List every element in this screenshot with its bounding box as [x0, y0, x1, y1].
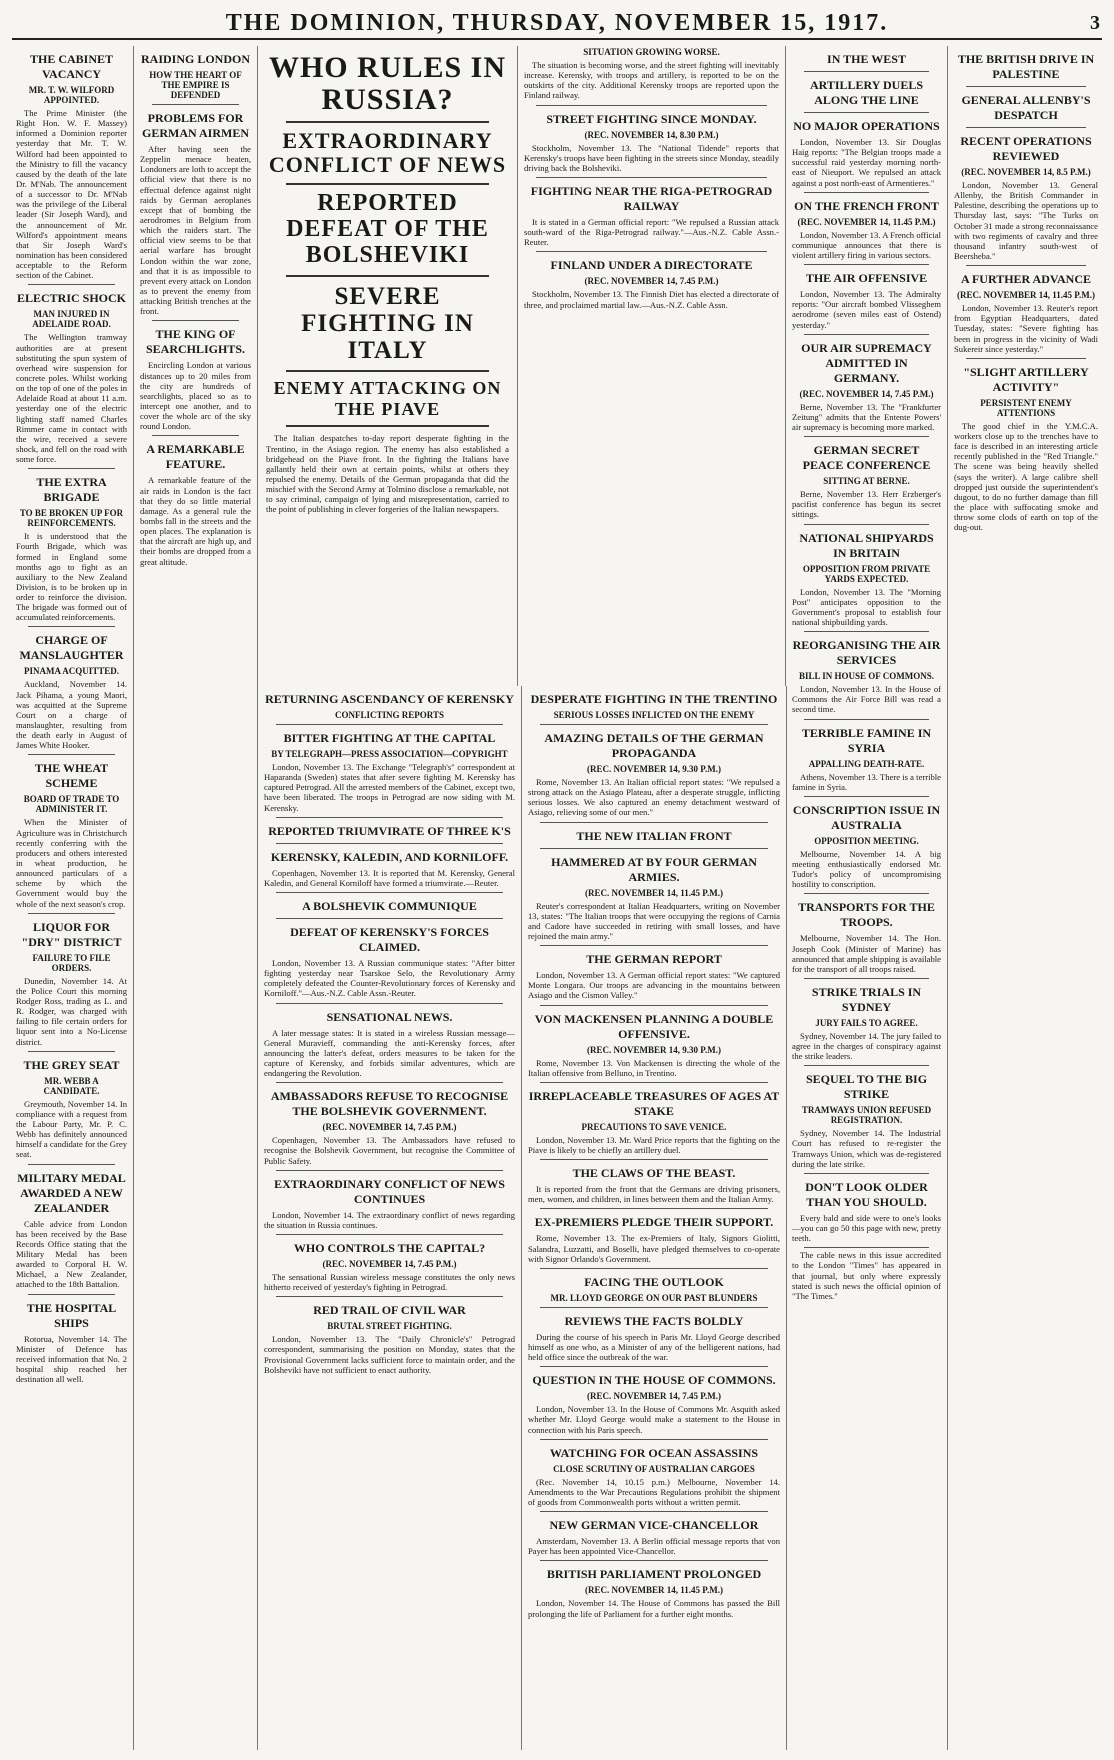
column-rule: [540, 848, 768, 849]
article-subheadline: BOARD OF TRADE TO ADMINISTER IT.: [23, 794, 120, 815]
column-rule: [804, 893, 929, 894]
article-body: London, November 13. Sir Douglas Haig reports: "The Belgian troops made a successful raid yesterday morning north-east of Nieuport. We repulsed an attack against a post north-east of Armentieres.": [792, 137, 941, 188]
article-body: The Prime Minister (the Right Hon. W. F. Massey) informed a Dominion reporter yesterday that Mr. T. W. Wilford had been appointed to the Ministry to fill the vacancy caused by the death of the late Dr. M'Nab. The announcement of a successor to Dr. M'Nab was the privilege of the Liberal leader (Sir Joseph Ward), and the announcement of Mr. Wilford's appointment means that Sir Joseph Ward's nomination has been considered acceptable to the Reform section of the Cabinet.: [16, 108, 127, 281]
article-subheadline: (REC. NOVEMBER 14, 8.5 P.M.): [961, 167, 1091, 177]
article-headline: FACING THE OUTLOOK: [584, 1274, 724, 1289]
article-subheadline: PINAMA ACQUITTED.: [23, 666, 119, 677]
column-rule: [152, 320, 239, 321]
article-headline: PROBLEMS FOR GERMAN AIRMEN: [142, 111, 249, 140]
article-subheadline: SITUATION GROWING WORSE.: [583, 47, 720, 57]
column-rule: [540, 1366, 768, 1367]
article-headline: TERRIBLE FAMINE IN SYRIA: [801, 725, 932, 755]
article-body: London, November 13. The Exchange "Telegraph's" correspondent at Haparanda (Sweden) states that after severe fighting M. Kerensky has captured Petrograd. All the arrested members of the Cabinet, except two, have been liberated. The troops in Petrograd are now siding with M. Kerensky.: [264, 762, 515, 813]
article-headline: DON'T LOOK OLDER THAN YOU SHOULD.: [805, 1179, 928, 1209]
article-headline: GENERAL ALLENBY'S DESPATCH: [961, 93, 1091, 122]
article-body: London, November 13. A Russian communique states: "After bitter fighting yesterday near Tsarskoe Selo, the Revolutionary Army completely defeated the Counter-Revolutionary forces of Kerensky and Korniloff."—Aus.-N.Z. Cable Assn.-Reuter.: [264, 957, 515, 999]
lower-news-block: [258, 686, 787, 1750]
article-headline: NEW GERMAN VICE-CHANCELLOR: [549, 1518, 759, 1533]
column-rule: [804, 334, 929, 335]
article-headline: EXTRAORDINARY CONFLICT OF NEWS CONTINUES: [274, 1176, 505, 1206]
article-headline: THE WHEAT SCHEME: [34, 761, 109, 791]
article-body: Dunedin, November 14. At the Police Court this morning Rodger Ross, trading as L. and R. Rodger, was charged with failing to file certain orders for liquor sent into a No-License district.: [16, 975, 127, 1047]
column-rule: [152, 435, 239, 436]
article-subheadline: (REC. NOVEMBER 14, 9.30 P.M.): [587, 1044, 721, 1055]
column-rule: [966, 127, 1086, 128]
lead-summary-text: The Italian despatches to-day report desperate fighting in the Trentino, in the Asiago region. The enemy has also established a bridgehead on the Piave front. In the fighting the Italians have gallantly held their own at certain points, whilst at others they repulsed the enemy. Details of the German propaganda that did the mischief with the Second Army at Tolmino disclose a remarkable, not to say criminal, campaign of lying and misrepresentation, carried to the point of publishing in clever forgeries of the Italian newspapers.: [266, 433, 509, 515]
column-rule: [28, 1164, 115, 1165]
article-body: (Rec. November 14, 10.15 p.m.) Melbourne, November 14. Amendments to the War Precautions Regulations prohibit the shipment of goods from Commonwealth ports without a written permit.: [528, 1476, 780, 1507]
column-rule: [276, 918, 503, 919]
article-body: London, November 13. The "Morning Post" anticipates opposition to the Government's proposal to establish four national shipbuilding yards.: [792, 586, 941, 627]
article-headline: CONSCRIPTION ISSUE IN AUSTRALIA: [792, 802, 941, 832]
article-subheadline: SITTING AT BERNE.: [823, 476, 910, 487]
article-headline: A FURTHER ADVANCE: [960, 272, 1092, 287]
column-rule: [28, 913, 115, 914]
article-body: London, November 14. The House of Commons has passed the Bill prolonging the life of Parliament for a further eight months.: [528, 1598, 780, 1619]
masthead: [12, 8, 1102, 40]
article-headline: OUR AIR SUPREMACY ADMITTED IN GERMANY.: [801, 340, 932, 385]
column-rule: [28, 626, 115, 627]
article-body: The sensational Russian wireless message constitutes the only news hitherto received of yesterday's fighting in Petrograd.: [264, 1271, 515, 1293]
article-subheadline: SERIOUS LOSSES INFLICTED ON THE ENEMY: [553, 710, 755, 720]
column-6: [948, 46, 1104, 1750]
article-subheadline: CLOSE SCRUTINY OF AUSTRALIAN CARGOES: [553, 1463, 755, 1474]
article-body: A later message states: It is stated in a wireless Russian message—General Muravieff, commanding the anti-Kerensky forces, after announcing the latter's defeat, orders measures to be taken for the capture of Kerensky, and forbids similar adventures, which are endangering the Revolution.: [264, 1027, 515, 1079]
article-subheadline: MR. WEBB A CANDIDATE.: [43, 1075, 100, 1096]
article-headline: DESPERATE FIGHTING IN THE TRENTINO: [530, 692, 778, 706]
article-headline: THE CLAWS OF THE BEAST.: [572, 1166, 736, 1181]
article-headline: THE GERMAN REPORT: [586, 952, 722, 967]
column-rule: [276, 1234, 503, 1235]
article-body: Cable advice from London has been received by the Base Records Office stating that the Military Medal has been awarded to Corporal H. W. Michael, a New Zealander, attached to the 18th Battalion.: [16, 1218, 127, 1290]
article-subheadline: OPPOSITION FROM PRIVATE YARDS EXPECTED.: [802, 563, 931, 584]
article-subheadline: BY TELEGRAPH—PRESS ASSOCIATION—COPYRIGHT: [271, 749, 508, 759]
article-headline: FINLAND UNDER A DIRECTORATE: [550, 258, 753, 273]
article-headline: TRANSPORTS FOR THE TROOPS.: [798, 900, 935, 930]
article-subheadline: JURY FAILS TO AGREE.: [815, 1017, 918, 1028]
article-subheadline: TRAMWAYS UNION REFUSED REGISTRATION.: [801, 1105, 932, 1126]
headline-who-rules-russia: WHO RULES IN RUSSIA?: [268, 51, 507, 116]
article-headline: "SLIGHT ARTILLERY ACTIVITY": [963, 364, 1089, 394]
article-body: Berne, November 13. Herr Erzberger's pacifist conference has begun its secret sittings.: [792, 489, 941, 520]
article-body: It is understood that the Fourth Brigade, which was formed in England some months ago to fight as an auxiliary to the New Zealand Division, is to be broken up in order to reinforce the division. The brigade was formed out of accumulated reinforcements.: [16, 531, 127, 623]
column-rule: [804, 1173, 929, 1174]
article-body: Encircling London at various distances up to 20 miles from the city are hundreds of searchlights, placed so as to intercept one another, and to cover the whole arc of the sky round London.: [140, 360, 251, 432]
article-headline: THE CABINET VACANCY: [29, 52, 114, 81]
column-rule: [536, 105, 767, 106]
article-body: The cable news in this issue accredited to the London "Times" has appeared in that journal, but only where expressly stated is such news the official opinion of "The Times.": [792, 1250, 941, 1301]
article-subheadline: APPALLING DEATH-RATE.: [808, 758, 925, 769]
article-body: The good chief in the Y.M.C.A. workers close up to the trenches have to face is described in an interesting article recently published in the "Red Triangle." The scene was being heavily shelled (says the writer). A large calibre shell dropped just outside the superintendent's dugout, to do no further damage than fill the place with suffocating smoke and throw some clods of earth on top of the dug-out.: [954, 420, 1098, 533]
article-body: A remarkable feature of the air raids in London is the fact that they do so little material damage. As a general rule the bombs fall in the streets and the open places. The explanation is that the aircraft are high up, and their bombs are dropped from a great altitude.: [140, 475, 251, 567]
article-subheadline: (REC. NOVEMBER 14, 11.45 P.M.): [957, 290, 1095, 301]
article-body: Stockholm, November 13. The Finnish Diet has elected a directorate of three, and proclaimed martial law.—Aus.-N.Z. Cable Assn.: [524, 289, 779, 310]
column-rule: [540, 1268, 768, 1269]
article-headline: THE GREY SEAT: [23, 1057, 120, 1072]
article-headline: THE BRITISH DRIVE IN PALESTINE: [957, 52, 1095, 81]
column-rule: [804, 1247, 929, 1248]
article-subheadline: TO BE BROKEN UP FOR REINFORCEMENTS.: [19, 508, 124, 529]
article-headline: RAIDING LONDON: [140, 52, 250, 66]
article-headline: THE EXTRA BRIGADE: [36, 475, 107, 505]
article-subheadline: (REC. NOVEMBER 14, 7.45 P.M.): [587, 1391, 721, 1402]
article-body: London, November 13. In the House of Commons the Air Force Bill was read a second time.: [792, 684, 941, 715]
column-rule: [804, 631, 929, 632]
column-rule: [966, 265, 1086, 266]
article-headline: CHARGE OF MANSLAUGHTER: [19, 633, 124, 663]
article-headline: THE NEW ITALIAN FRONT: [576, 828, 732, 843]
article-headline: WHO CONTROLS THE CAPITAL?: [293, 1240, 486, 1255]
column-2: [134, 46, 258, 1750]
article-body: Melbourne, November 14. A big meeting enthusiastically endorsed Mr. Tudor's policy of uncompromising hostility to conscription.: [792, 848, 941, 890]
column-rule: [28, 468, 115, 469]
article-headline: NO MAJOR OPERATIONS: [793, 119, 940, 133]
article-headline: SENSATIONAL NEWS.: [326, 1009, 453, 1024]
article-body: After having seen the Zeppelin menace beaten, Londoners are loth to accept the official view that there is no effectual defence against night raids by German aeroplanes except that of bombing the aerodromes in Belgium from which the raiders start. The official view seems to be that aerial warfare has brought London within the war zone, and that it is as impossible to prevent every attack on London as to prevent the enemy from attacking British trenches at the front.: [140, 144, 251, 317]
column-russia-reports: [518, 46, 786, 686]
article-body: London, November 13. Reuter's report from Egyptian Headquarters, dated Tuesday, states: "Severe fighting has been in progress in the vicinity of Wadi Sukereir since yesterday.": [954, 303, 1098, 354]
article-headline: ARTILLERY DUELS ALONG THE LINE: [809, 78, 924, 107]
article-body: Auckland, November 14. Jack Pihama, a young Maori, was acquitted at the Supreme Court on a charge of manslaughter, resulting from the death early in August of James White Hooker.: [16, 679, 127, 751]
column-rule: [804, 112, 929, 113]
article-headline: KERENSKY, KALEDIN, AND KORNILOFF.: [270, 849, 509, 864]
article-body: Copenhagen, November 13. It is reported that M. Kerensky, General Kaledin, and General Korniloff have formed a triumvirate.—Reuter.: [264, 867, 515, 888]
article-headline: QUESTION IN THE HOUSE OF COMMONS.: [532, 1373, 776, 1388]
article-body: Athens, November 13. There is a terrible famine in Syria.: [792, 771, 941, 792]
headline-enemy-attacking-piave: ENEMY ATTACKING ON THE PIAVE: [273, 378, 502, 419]
article-subheadline: PRECAUTIONS TO SAVE VENICE.: [581, 1121, 727, 1132]
column-rule: [804, 1065, 929, 1066]
article-headline: REPORTED TRIUMVIRATE OF THREE K'S: [268, 823, 511, 838]
article-body: Sydney, November 14. The jury failed to agree in the charges of conspiracy against the strike leaders.: [792, 1030, 941, 1062]
headline-conflict-of-news: EXTRAORDINARY CONFLICT OF NEWS: [268, 128, 507, 178]
article-headline: DEFEAT OF KERENSKY'S FORCES CLAIMED.: [290, 924, 489, 954]
column-rule: [804, 436, 929, 437]
article-headline: THE KING OF SEARCHLIGHTS.: [145, 327, 246, 357]
article-headline: HAMMERED AT BY FOUR GERMAN ARMIES.: [551, 854, 757, 884]
column-rule: [540, 1560, 768, 1561]
column-rule: [804, 192, 929, 193]
article-subheadline: FAILURE TO FILE ORDERS.: [32, 952, 111, 973]
article-subheadline: MR. T. W. WILFORD APPOINTED.: [28, 85, 115, 105]
column-rule: [540, 1307, 768, 1308]
column-rule: [540, 1511, 768, 1512]
column-rule: [276, 817, 503, 818]
article-body: Rotorua, November 14. The Minister of Defence has received information that No. 2 hospital ship reached her destination all well.: [16, 1333, 127, 1385]
column-5: [786, 46, 948, 1750]
article-body: It is stated in a German official report: "We repulsed a Russian attack south-ward of the Riga-Petrograd railway."—Aus.-N.Z. Cable Assn.-Reuter.: [524, 216, 779, 248]
article-body: Berne, November 13. The "Frankfurter Zeitung" admits that the Entente Powers' air supremacy is becoming more marked.: [792, 401, 941, 432]
column-rule: [804, 719, 929, 720]
article-headline: REORGANISING THE AIR SERVICES: [792, 638, 941, 668]
column-rule: [276, 1082, 503, 1083]
article-body: It is reported from the front that the Germans are driving prisoners, men, women, and children, in lines between them and the Italian Army.: [528, 1184, 780, 1205]
article-headline: A REMARKABLE FEATURE.: [146, 442, 245, 472]
article-body: Melbourne, November 14. The Hon. Joseph Cook (Minister of Marine) has announced that ample shipping is available for the transport of all troops raised.: [792, 933, 941, 974]
article-subheadline: (REC. NOVEMBER 14, 11.45 P.M.): [585, 887, 723, 898]
article-body: Greymouth, November 14. In compliance with a request from the Labour Party, Mr. P. C. Webb has definitely announced himself a candidate for the Grey seat.: [16, 1098, 127, 1160]
article-headline: FIGHTING NEAR THE RIGA-PETROGRAD RAILWAY: [530, 183, 773, 213]
article-body: London, November 13. In the House of Commons Mr. Asquith asked whether Mr. Lloyd George would make a statement to the House in connection with his Paris speech.: [528, 1404, 780, 1435]
article-headline: AMBASSADORS REFUSE TO RECOGNISE THE BOLSHEVIK GOVERNMENT.: [270, 1089, 509, 1119]
column-rule: [536, 251, 767, 252]
column-rule: [28, 1051, 115, 1052]
column-rule: [276, 1170, 503, 1171]
column-rule: [276, 843, 503, 844]
article-subheadline: (REC. NOVEMBER 14, 11.45 P.M.): [585, 1585, 723, 1596]
column-rule: [276, 1296, 503, 1297]
article-headline: SEQUEL TO THE BIG STRIKE: [805, 1072, 928, 1102]
center-lead-story: [258, 46, 518, 686]
article-headline: AMAZING DETAILS OF THE GERMAN PROPAGANDA: [544, 731, 764, 760]
article-subheadline: BILL IN HOUSE OF COMMONS.: [799, 671, 934, 682]
column-rule: [540, 1208, 768, 1209]
article-body: London, November 13. The Admiralty reports: "Our aircraft bombed Vlisseghem aerodrome (seven miles east of Ostend) yesterday.": [792, 289, 941, 330]
article-body: London, November 13. A French official communique announces that there is violent artillery firing in various sectors.: [792, 229, 941, 260]
article-headline: MILITARY MEDAL AWARDED A NEW ZEALANDER: [17, 1170, 126, 1215]
column-rule: [28, 754, 115, 755]
column-italy-lower: [522, 686, 786, 1750]
article-headline: STREET FIGHTING SINCE MONDAY.: [546, 111, 757, 126]
column-rule: [540, 1439, 768, 1440]
article-subheadline: HOW THE HEART OF THE EMPIRE IS DEFENDED: [149, 70, 242, 100]
article-body: Amsterdam, November 13. A Berlin official message reports that von Payer has been appointed Vice-Chancellor.: [528, 1536, 780, 1557]
divider: [286, 425, 489, 427]
article-headline: A BOLSHEVIK COMMUNIQUE: [302, 898, 477, 913]
column-rule: [540, 724, 768, 725]
article-subheadline: PERSISTENT ENEMY ATTENTIONS: [980, 397, 1072, 418]
article-headline: BRITISH PARLIAMENT PROLONGED: [546, 1567, 762, 1582]
article-body: London, November 13. A German official report states: "We captured Monte Longara. Our troops are advancing in the mountains between Asiago and the Cismon Valley.": [528, 970, 780, 1001]
column-rule: [966, 86, 1086, 87]
article-subheadline: MR. LLOYD GEORGE ON OUR PAST BLUNDERS: [550, 1292, 758, 1303]
column-rule: [540, 945, 768, 946]
column-rule: [804, 978, 929, 979]
column-rule: [804, 264, 929, 265]
article-body: London, November 14. The extraordinary conflict of news regarding the situation in Russia continues.: [264, 1209, 515, 1230]
column-rule: [540, 822, 768, 823]
divider: [286, 183, 489, 185]
article-subheadline: (REC. NOVEMBER 14, 7.45 P.M.): [322, 1122, 457, 1133]
column-rule: [804, 71, 929, 72]
article-body: Sydney, November 14. The Industrial Court has refused to re-register the Tramways Union, which was de-registered during the late strike.: [792, 1128, 941, 1169]
column-russia-lower: [258, 686, 522, 1750]
article-headline: BITTER FIGHTING AT THE CAPITAL: [283, 731, 496, 745]
article-body: London, November 13. Mr. Ward Price reports that the fighting on the Piave is likely to be chiefly an artillery duel.: [528, 1134, 780, 1155]
column-rule: [28, 1294, 115, 1295]
column-rule: [966, 358, 1086, 359]
column-rule: [276, 892, 503, 893]
headline-defeat-bolsheviki: REPORTED DEFEAT OF THE BOLSHEVIKI: [286, 190, 489, 269]
column-rule: [28, 284, 115, 285]
article-body: Rome, November 13. The ex-Premiers of Italy, Signors Giolitti, Salandra, Luzzatti, and Boselli, have pledged themselves to co-operate with Signor Orlando's Government.: [528, 1233, 780, 1264]
article-body: The situation is becoming worse, and the street fighting will inevitably increase. Kerensky, with troops and artillery, is reported to be on the outskirts of the city. Additional Kerensky troops are reported upon the Finland railway.: [524, 60, 779, 101]
column-rule: [276, 1003, 503, 1004]
article-headline: GERMAN SECRET PEACE CONFERENCE: [802, 443, 931, 473]
article-headline: ELECTRIC SHOCK: [16, 291, 127, 306]
column-rule: [276, 724, 503, 725]
article-headline: REVIEWS THE FACTS BOLDLY: [564, 1313, 744, 1328]
article-body: Rome, November 13. An Italian official report states: "We repulsed a strong attack on the Asiago Plateau, after a desperate struggle, inflicting serious losses. We also captured an enemy detachment westward of Asiago, relieving some of our men.": [528, 777, 780, 818]
article-body: Stockholm, November 13. The "National Tidende" reports that Kerensky's troops have been fighting in the streets since Monday, steadily driving back the Bolsheviki.: [524, 142, 779, 173]
article-subheadline: MAN INJURED IN ADELAIDE ROAD.: [32, 309, 111, 330]
article-body: Every bald and side were to one's looks—you can go 50 this page with new, pretty teeth.: [792, 1212, 941, 1244]
article-subheadline: (REC. NOVEMBER 14, 7.45 P.M.): [799, 388, 934, 399]
divider: [286, 275, 489, 277]
column-rule: [540, 1082, 768, 1083]
article-subheadline: (REC. NOVEMBER 14, 9.30 P.M.): [587, 764, 721, 774]
article-subheadline: CONFLICTING REPORTS: [335, 710, 444, 720]
article-subheadline: (REC. NOVEMBER 14, 8.30 P.M.): [584, 129, 719, 140]
page-number: 3: [1090, 12, 1100, 34]
column-rule: [540, 1159, 768, 1160]
divider: [286, 121, 489, 123]
article-headline: RETURNING ASCENDANCY OF KERENSKY: [265, 692, 514, 706]
headline-severe-fighting-italy: SEVERE FIGHTING IN ITALY: [301, 283, 474, 365]
article-body: When the Minister of Agriculture was in Christchurch recently conferring with the producers and others interested in wheat production, he announced particulars of a scheme by which the Government would buy the whole of the next season's crop.: [16, 817, 127, 909]
column-1: [10, 46, 134, 1750]
article-body: Reuter's correspondent at Italian Headquarters, writing on November 13, states: "The Italian troops that were occupying the regions of Carnia and Cadore have succeeded in retiring with small losses, and have rejoined the main army.": [528, 900, 780, 941]
article-headline: ON THE FRENCH FRONT: [794, 198, 939, 213]
article-headline: RED TRAIL OF CIVIL WAR: [313, 1303, 466, 1318]
article-body: Rome, November 13. Von Mackensen is directing the whole of the Italian offensive from Belluno, in Trentino.: [528, 1057, 780, 1078]
article-body: The Wellington tramway authorities are at present substituting the spun system of overhead wire suspension for concrete poles. Whilst working on the top of one of the poles in Adelaide Road at about 11 a.m. yesterday one of the electric lighting staff named Charles Rimmer came in contact with the wire, received a severe shock, and fell on the road with some force.: [16, 332, 127, 465]
article-subheadline: BRUTAL STREET FIGHTING.: [327, 1321, 452, 1332]
article-headline: RECENT OPERATIONS REVIEWED: [960, 134, 1092, 163]
article-headline: IRREPLACEABLE TREASURES OF AGES AT STAKE: [528, 1088, 780, 1118]
column-rule: [152, 104, 239, 105]
article-headline: THE AIR OFFENSIVE: [805, 271, 928, 286]
divider: [286, 370, 489, 372]
article-headline: VON MACKENSEN PLANNING A DOUBLE OFFENSIVE.: [534, 1011, 774, 1041]
article-subheadline: (REC. NOVEMBER 14, 7.45 P.M.): [584, 276, 719, 287]
column-rule: [804, 524, 929, 525]
article-headline: THE HOSPITAL SHIPS: [26, 1300, 117, 1330]
article-body: London, November 13. The "Daily Chronicle's" Petrograd correspondent, summarising the position on Monday, states that the Provisional Government lacks sufficient force to maintain order, and the Bolsheviki have not sufficient to enact authority.: [264, 1334, 515, 1375]
article-headline: NATIONAL SHIPYARDS IN BRITAIN: [799, 530, 934, 560]
article-headline: IN THE WEST: [827, 52, 906, 66]
column-rule: [540, 1005, 768, 1006]
article-headline: STRIKE TRIALS IN SYDNEY: [811, 984, 922, 1014]
article-headline: WATCHING FOR OCEAN ASSASSINS: [549, 1445, 759, 1460]
article-body: During the course of his speech in Paris Mr. Lloyd George described himself as one who, as a Minister of any of the belligerent nations, had held office since the outbreak of the war.: [528, 1331, 780, 1363]
masthead-title: THE DOMINION, THURSDAY, NOVEMBER 15, 1917.: [225, 10, 889, 36]
article-headline: EX-PREMIERS PLEDGE THEIR SUPPORT.: [534, 1215, 774, 1230]
column-rule: [536, 177, 767, 178]
article-body: Copenhagen, November 13. The Ambassadors have refused to recognise the Bolshevik Government, but recognise the Committee of Public Safety.: [264, 1135, 515, 1166]
article-subheadline: (REC. NOVEMBER 14, 7.45 P.M.): [322, 1258, 457, 1269]
article-subheadline: (REC. NOVEMBER 14, 11.45 P.M.): [797, 216, 936, 227]
article-headline: LIQUOR FOR "DRY" DISTRICT: [21, 919, 122, 949]
article-body: London, November 13. General Allenby, the British Commander in Palestine, describing the operations up to Thursday last, says: "The Turks on October 31 made a strong reconnaissance with two regiments of cavalry and three thousand infantry south-west of Beersheba.": [954, 180, 1098, 261]
column-rule: [804, 796, 929, 797]
article-subheadline: OPPOSITION MEETING.: [814, 835, 919, 846]
